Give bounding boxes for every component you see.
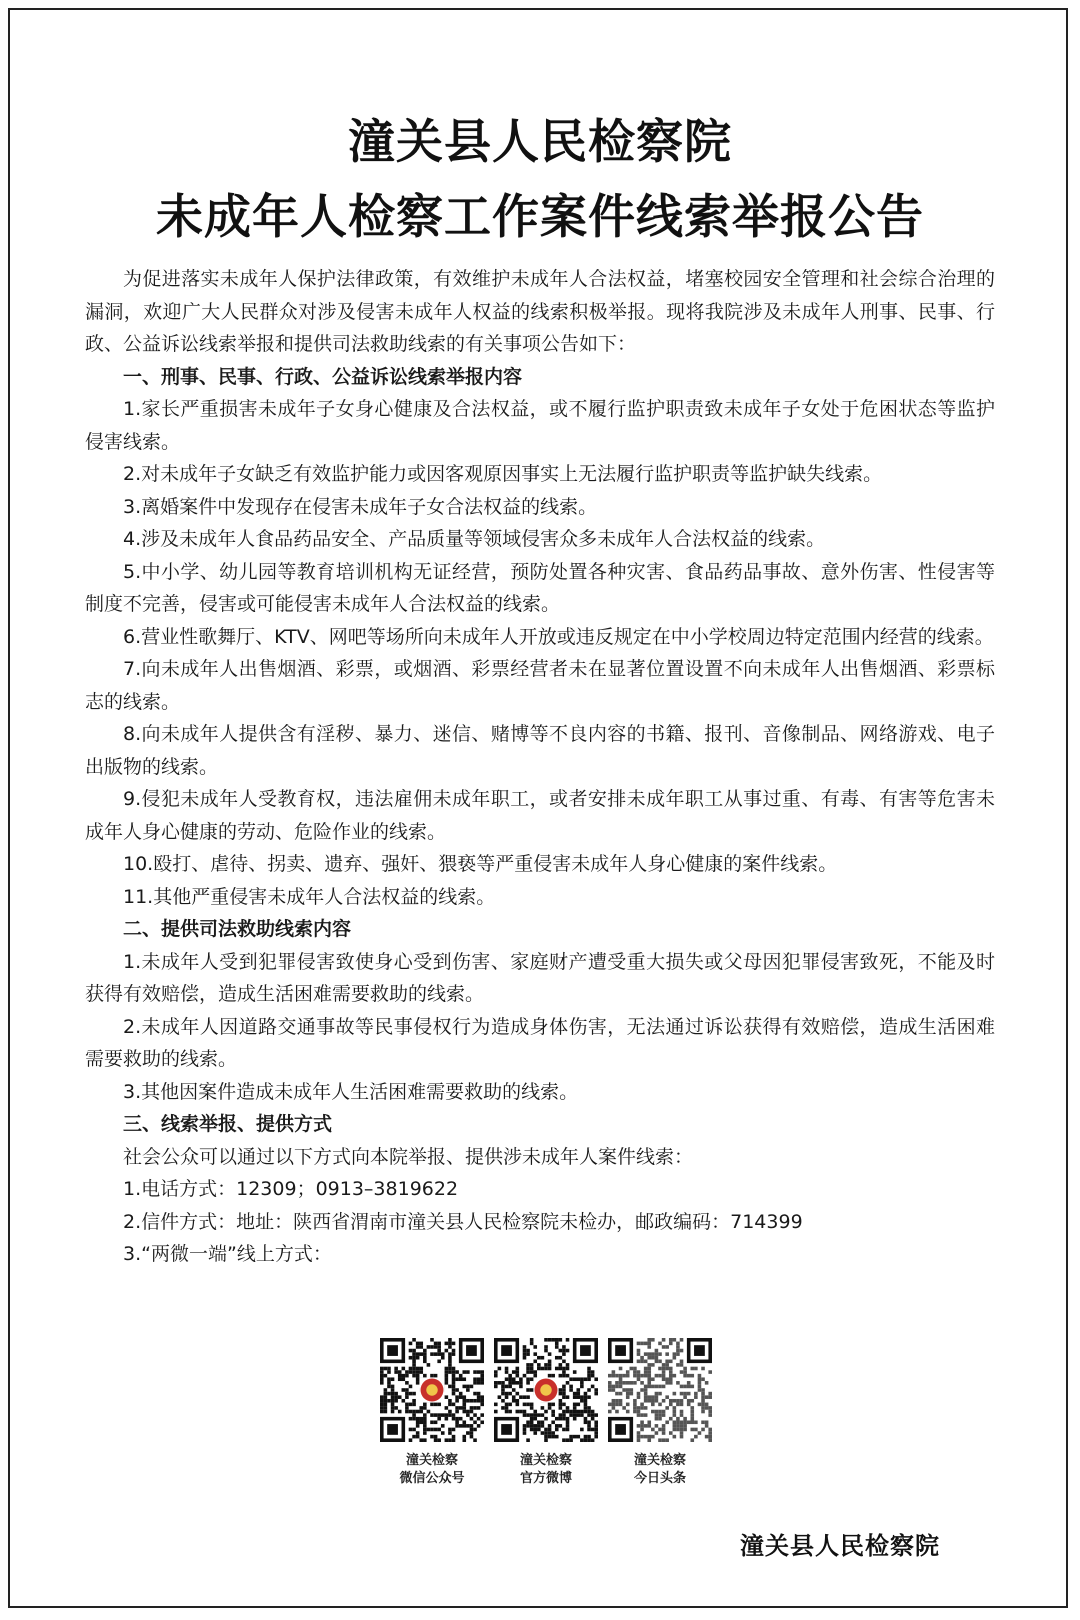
qr-caption-line1: 潼关检察 — [633, 1453, 686, 1468]
section2-item: 1.未成年人受到犯罪侵害致使身心受到伤害、家庭财产遭受重大损失或父母因犯罪侵害致死，不能及时获得有效赔偿，造成生活困难需要救助的线索。 — [85, 950, 995, 1005]
section1-item: 7.向未成年人出售烟酒、彩票，或烟酒、彩票经营者未在显著位置设置不向未成年人出售烟酒、彩票标志的线索。 — [85, 658, 995, 713]
mail-line: 2.信件方式：地址：陕西省渭南市潼关县人民检察院未检办，邮政编码：714399 — [123, 1210, 803, 1233]
qr-caption-line2: 微信公众号 — [399, 1471, 465, 1486]
section1-item: 1.家长严重损害未成年子女身心健康及合法权益，或不履行监护职责致未成年子女处于危困状态等监护侵害线索。 — [85, 398, 995, 453]
notice-body — [85, 263, 995, 1271]
section2-heading: 二、提供司法救助线索内容 — [123, 918, 352, 940]
section2-item: 3.其他因案件造成未成年人生活困难需要救助的线索。 — [123, 1080, 579, 1103]
qr-caption-line2: 今日头条 — [633, 1471, 686, 1486]
section1-item: 6.营业性歌舞厅、KTV、网吧等场所向未成年人开放或违反规定在中小学校周边特定范围内经营的线索。 — [123, 625, 994, 648]
section2-item: 2.未成年人因道路交通事故等民事侵权行为造成身体伤害，无法通过诉讼获得有效赔偿，造成生活困难需要救助的线索。 — [85, 1015, 995, 1070]
section1-item: 11.其他严重侵害未成年人合法权益的线索。 — [123, 885, 496, 908]
qr-code-icon[interactable] — [380, 1338, 484, 1442]
section1-item: 8.向未成年人提供含有淫秽、暴力、迷信、赌博等不良内容的书籍、报刊、音像制品、网络游戏、电子出版物的线索。 — [85, 723, 995, 778]
title-line-1: 潼关县人民检察院 — [348, 115, 732, 170]
phone-line: 1.电话方式：12309；0913–3819622 — [123, 1178, 459, 1200]
section1-heading: 一、刑事、民事、行政、公益诉讼线索举报内容 — [123, 365, 523, 388]
title-line-2: 未成年人检察工作案件线索举报公告 — [156, 190, 924, 245]
intro-paragraph: 为促进落实未成年人保护法律政策，有效维护未成年人合法权益，堵塞校园安全管理和社会综合治理的漏洞，欢迎广大人民群众对涉及侵害未成年人权益的线索积极举报。现将我院涉及未成年人刑事、民事、行政、公益诉讼线索举报和提供司法救助线索的有关事项公告如下： — [85, 268, 995, 355]
section1-item: 9.侵犯未成年人受教育权，违法雇佣未成年职工，或者安排未成年职工从事过重、有毒、有害等危害未成年人身心健康的劳动、危险作业的线索。 — [85, 788, 995, 843]
section1-item: 2.对未成年子女缺乏有效监护能力或因客观原因事实上无法履行监护职责等监护缺失线索。 — [123, 463, 883, 485]
signature: 潼关县人民检察院 — [740, 1532, 940, 1560]
qr-caption-line2: 官方微博 — [519, 1471, 572, 1486]
qr-code-icon[interactable] — [608, 1338, 712, 1442]
qr-caption-toutiao — [600, 1452, 720, 1488]
qr-code-icon[interactable] — [494, 1338, 598, 1442]
section1-item: 3.离婚案件中发现存在侵害未成年子女合法权益的线索。 — [123, 495, 598, 518]
section3-intro: 社会公众可以通过以下方式向本院举报、提供涉未成年人案件线索： — [123, 1145, 694, 1168]
section1-item: 5.中小学、幼儿园等教育培训机构无证经营，预防处置各种灾害、食品药品事故、意外伤害、性侵害等制度不完善，侵害或可能侵害未成年人合法权益的线索。 — [85, 560, 995, 615]
qr-caption-weibo — [486, 1452, 606, 1488]
section1-item: 10.殴打、虐待、拐卖、遗弃、强奸、猥亵等严重侵害未成年人身心健康的案件线索。 — [123, 853, 838, 875]
section1-item: 4.涉及未成年人食品药品安全、产品质量等领域侵害众多未成年人合法权益的线索。 — [123, 528, 826, 550]
online-line: 3.“两微一端”线上方式： — [123, 1243, 332, 1265]
qr-caption-line1: 潼关检察 — [519, 1453, 572, 1468]
qr-caption-wechat — [372, 1452, 492, 1488]
qr-caption-line1: 潼关检察 — [405, 1453, 458, 1468]
qr-code-group — [380, 1338, 720, 1488]
section3-heading: 三、线索举报、提供方式 — [123, 1113, 333, 1135]
